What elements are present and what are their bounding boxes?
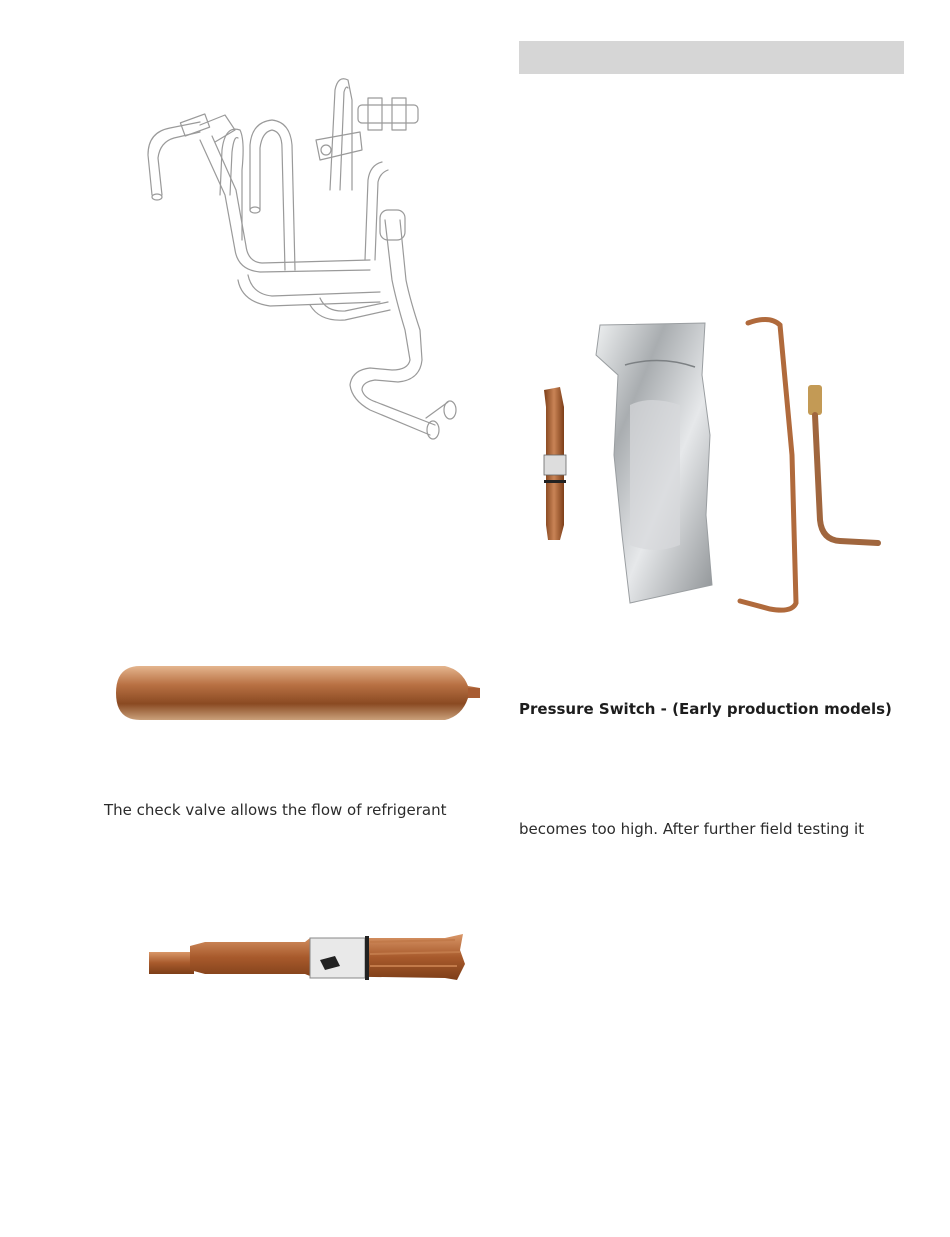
pressure-switch-text: becomes too high. After further field testing it xyxy=(519,820,865,838)
check-valve-text: The check valve allows the flow of refrigerant xyxy=(104,801,447,819)
pressure-switch-heading: Pressure Switch - (Early production models) xyxy=(519,700,892,718)
section-header-bar xyxy=(519,41,904,74)
check-valve-photo xyxy=(145,930,475,1010)
service-parts-photo xyxy=(530,315,890,615)
tubing-assembly-drawing xyxy=(130,70,480,450)
accumulator-photo xyxy=(110,660,490,740)
